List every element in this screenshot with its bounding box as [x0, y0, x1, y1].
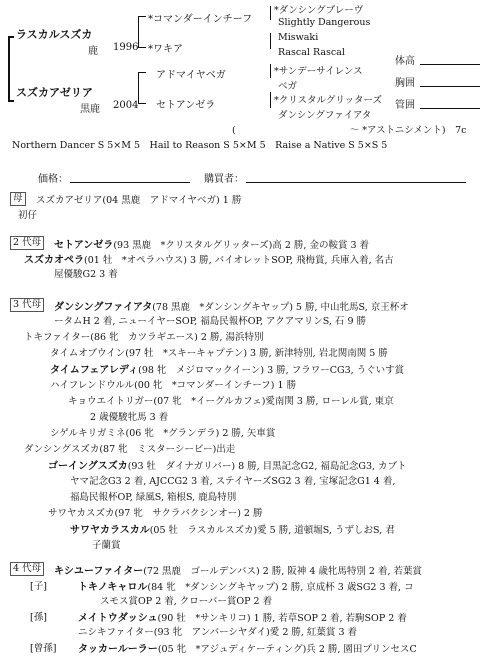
gen3-line-1: トキファイター(86 牝 カツラギエース) 2 勝, 湯浜特別	[24, 332, 264, 343]
dam-section-label: 母	[10, 192, 26, 206]
gen3-line-11: サワヤカスズカ(97 牝 サクラバクシンオー) 2 勝	[48, 508, 263, 519]
gen3-line-8: (93 牡 ダイナガリバー) 8 勝, 目黒記念G2, 福島記念G3, カブト	[127, 461, 407, 472]
sire-dam-dam: Rascal Rascal	[278, 47, 345, 58]
dam-dam-dam: ダンシングファイアタ	[278, 110, 372, 121]
dam-line-2: 初仔	[18, 210, 38, 221]
pedigree-note: ( ～ *アストニシメント) 7c	[232, 125, 467, 136]
buyer-label: 購買者：	[204, 174, 244, 185]
fair-lady-rest: (98 牝 メジロマックイーン) 3 勝, フラワーCG3, うぐいす賞	[138, 365, 405, 376]
sire-sire-sire: *ダンシングブレーヴ	[274, 5, 364, 16]
gen3-line-7: ダンシングスズカ(87 牝 ミスターシービー)出走	[24, 444, 236, 455]
gen4-child-line2: スモス賞OP 2 着, クローバー賞OP 2 着	[100, 596, 273, 607]
gen2-line-3: 屋優駿G2 3 着	[54, 269, 118, 280]
gen4-rest: (72 黒鹿 ゴールデンバス) 2 勝, 阪神 4 歳牝馬特別 2 着, 若葉賞	[143, 566, 423, 577]
dam-year: 2004	[113, 100, 139, 111]
dam-dam: セトアンゼラ	[156, 100, 216, 111]
gen3-line-6: シゲルキリガミネ(06 牝 *グランデラ) 2 勝, 矢車賞	[50, 428, 276, 439]
gen2-name: セトアンゼラ	[54, 240, 114, 251]
dam-sire-sire: *サンデーサイレンス	[274, 66, 363, 77]
gen3-line-5: 2 歳優駿牝馬 3 着	[90, 412, 169, 423]
sire-dam-sire: Miswaki	[278, 32, 319, 43]
gen4-grand1-name: メイトウダッシュ	[78, 613, 158, 624]
gen3-line-12: (05 牡 ラスカルスズカ)愛 5 勝, 道頓堀S, うずしおS, 君	[149, 525, 395, 536]
sire-sire-dam: Slightly Dangerous	[278, 17, 371, 28]
gen3-line-2: タイムオブウイン(97 牡 *スキーキャプテン) 3 勝, 新津特別, 岩北関南関 5 勝	[50, 348, 388, 359]
gen4-great-rest: (05 牝 *アジュディケーティング)兵 2 勝, 園田プリンセスC	[157, 644, 417, 655]
dam-color: 黒鹿	[80, 104, 100, 115]
sire-year: 1996	[113, 42, 139, 53]
gen2-child-name: スズカオペラ	[24, 255, 84, 266]
gen3-line-0: ータムH 2 着, ニューイヤーSOP, 福島民報杯OP, アクアマリンS, 石 9 勝	[54, 316, 367, 327]
gen2-label: 2 代母	[10, 236, 44, 250]
gen4-grand2: ニシキファイター(93 牝 アンバーシヤダイ)愛 2 勝, 紅葉賞 3 着	[78, 627, 358, 638]
gen3-name: ダンシングファイアタ	[54, 302, 153, 313]
gen4-label: 4 代母	[10, 562, 44, 576]
gen3-line-4: キョウエイトリガー(07 牝 *イーグルカフェ)愛南関 3 勝, ローレル賞, 東京	[68, 396, 394, 407]
sire-sire: *コマンダーインチーフ	[148, 14, 253, 25]
cannon-label: 管囲	[395, 100, 415, 111]
gen4-child-tag: [子]	[30, 581, 47, 592]
dam-line-1: スズカアゼリア(04 黒鹿 アドマイヤベガ) 1 勝	[36, 195, 242, 206]
dam-sire-dam: ベガ	[278, 81, 298, 92]
gen4-grand1-rest: (90 牡 *サンキリコ) 1 勝, 若草SOP 2 着, 若駒SOP 2 着	[157, 613, 407, 624]
sawayaka-rascal-name: サワヤカラスカル	[70, 525, 150, 536]
gen4-child-name: トキノキャロル	[78, 582, 148, 593]
gen3-line-13: 子蘭賞	[92, 540, 121, 551]
gen3-label: 3 代母	[10, 298, 44, 312]
chest-label: 胸囲	[395, 78, 415, 89]
dam-name: スズカアゼリア	[16, 86, 93, 99]
gen4-great-tag: [曾孫]	[30, 643, 57, 654]
going-suzuka-name: ゴーイングスズカ	[48, 461, 128, 472]
gen4-grand-tag: [孫]	[30, 612, 47, 623]
gen4-name: キシユーファイター	[54, 566, 144, 577]
gen3-rest: (78 黒鹿 *ダンシングキヤップ) 5 勝, 中山牝馬S, 京王杯オ	[152, 302, 409, 313]
sire-dam: *ワキア	[148, 44, 183, 55]
fair-lady-name: タイムフェアレディ	[50, 365, 139, 376]
gen4-great-name: タッカールーラー	[78, 644, 158, 655]
gen3-line-10: 福島民報杯OP, 緑風S, 箱根S, 鹿島特別	[70, 492, 237, 503]
dam-dam-sire: *クリスタルグリッターズ	[274, 95, 383, 106]
gen3-line-9: ヤマ記念G3 2 着, AJCCG2 3 着, ステイヤーズSG2 3 着, 宝塚記念G1 4 着,	[70, 476, 396, 487]
gen4-child-rest: (84 牝 *ダンシングキヤップ) 2 勝, 京成杯 3 歳SG2 3 着, コ	[147, 582, 414, 593]
gen3-line-3: ハイフレンドウルル(00 牝 *コマンダーインチーフ) 1 勝	[50, 380, 297, 391]
gen2-child-rest: (01 牡 *オペラハウス) 3 勝, バイオレットSOP, 飛梅賞, 兵庫入着, 名古	[84, 255, 394, 266]
height-label: 体高	[395, 56, 415, 67]
inbreeding: Northern Dancer S 5×M 5 Hail to Reason S 5×M 5 Raise a Native S 5×S 5	[12, 140, 388, 151]
sire-name: ラスカルスズカ	[16, 28, 93, 41]
price-label: 価格：	[38, 174, 68, 185]
dam-sire: アドマイヤベガ	[156, 70, 226, 81]
gen2-rest: (93 黒鹿 *クリスタルグリッターズ)高 2 勝, 金の鞍賞 3 着	[113, 240, 370, 251]
sire-color: 鹿	[88, 46, 98, 57]
